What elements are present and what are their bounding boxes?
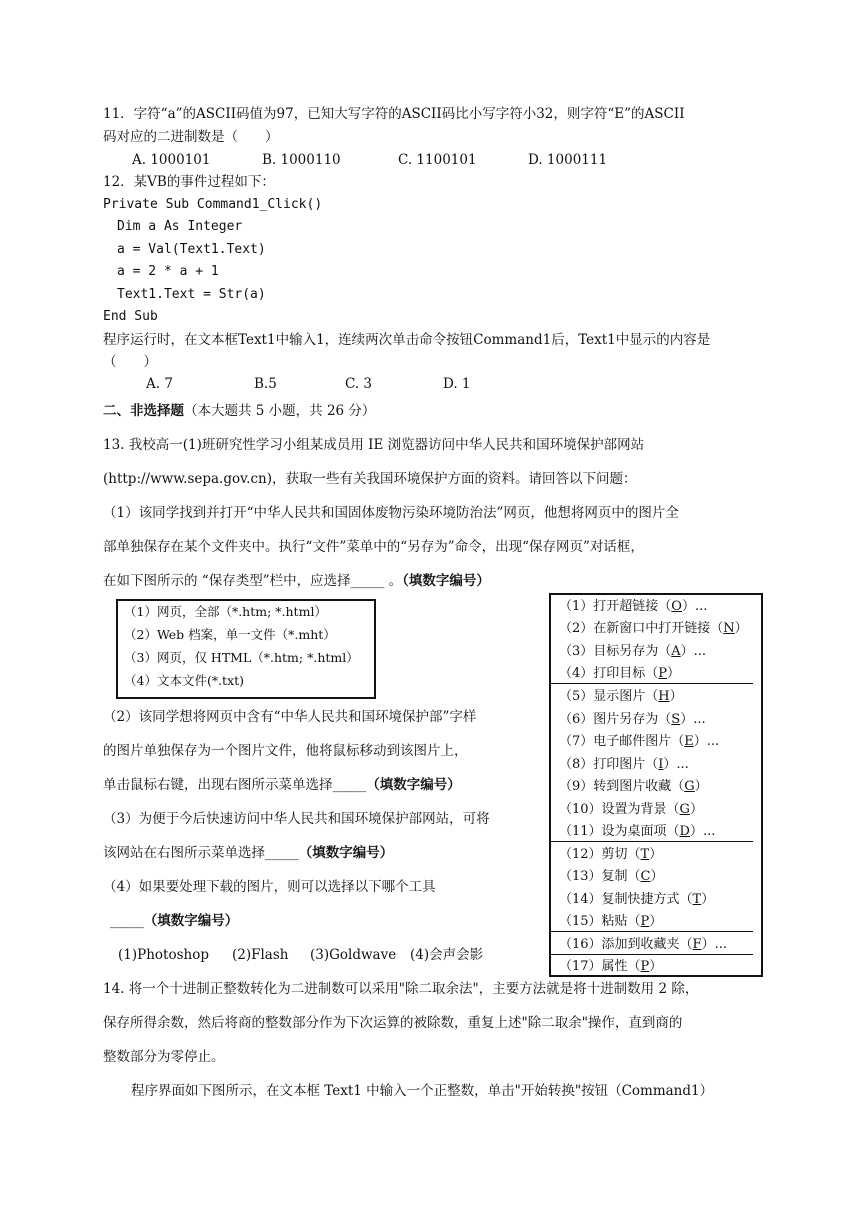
q13-part3-line1: （3）为便于今后快速访问中华人民共和国环境保护部网站，可将 xyxy=(103,811,490,827)
menu-item-label: ） xyxy=(649,847,663,862)
menu-item xyxy=(559,642,706,662)
tool-option-huishengyingying: (4)会声会影 xyxy=(410,947,484,963)
menu-item xyxy=(559,755,689,775)
context-menu xyxy=(549,593,763,977)
menu-item-shortcut: P xyxy=(640,959,650,974)
menu-item-label: ） xyxy=(650,869,664,884)
menu-item-label: （8）打印图片（ xyxy=(559,757,659,772)
menu-item xyxy=(559,912,662,932)
q13-part2-line1: （2）该同学想将网页中含有“中华人民共和国环境保护部”字样 xyxy=(103,709,477,725)
q12-option-a: A. 7 xyxy=(146,376,173,392)
q13-part2-line2: 的图片单独保存为一个图片文件，他将鼠标移动到该图片上， xyxy=(103,743,468,759)
menu-item-label: ） xyxy=(701,892,715,907)
menu-item-label: ） xyxy=(689,802,703,817)
q14-line1: 14. 将一个十进制正整数转化为二进制数可以采用"除二取余法"，主要方法就是将十进制数用 2 除， xyxy=(103,981,699,997)
q14-line2: 保存所得余数，然后将商的整数部分作为下次运算的被除数，重复上述"除二取余"操作，直到商的 xyxy=(103,1015,683,1031)
menu-item-shortcut: N xyxy=(723,621,735,636)
menu-item xyxy=(559,732,719,752)
menu-item-label: （9）转到图片收藏（ xyxy=(559,779,685,794)
menu-item-shortcut: P xyxy=(658,666,668,681)
q13-part1-hint: （填数字编号） xyxy=(402,573,490,589)
menu-item-label: ） xyxy=(667,666,681,681)
q14-line3: 整数部分为零停止。 xyxy=(103,1049,225,1065)
menu-item-label: ） xyxy=(734,621,748,636)
menu-item xyxy=(559,777,708,797)
menu-item-label: （10）设置为背景（ xyxy=(559,802,680,817)
q13-part3-hint: （填数字编号） xyxy=(298,845,394,861)
q13-part1-prompt: 在如下图所示的 “保存类型”栏中，应选择_____ 。 xyxy=(103,573,403,589)
menu-item-label: ）... xyxy=(681,599,708,614)
menu-item-shortcut: A xyxy=(671,644,681,659)
save-type-item: （1）网页，全部（*.htm; *.html） xyxy=(124,604,327,619)
menu-item-label: （2）在新窗口中打开链接（ xyxy=(559,621,724,636)
q13-intro-line1: 13. 我校高一(1)班研究性学习小组某成员用 IE 浏览器访问中华人民共和国环境保护部网站 xyxy=(103,437,645,453)
q13-part4-line2 xyxy=(110,911,238,931)
menu-item-label: ）... xyxy=(693,734,720,749)
menu-item xyxy=(559,664,680,684)
menu-item-shortcut: D xyxy=(679,824,690,839)
menu-item-label: ） xyxy=(669,689,683,704)
save-type-list xyxy=(116,599,376,699)
q12-option-d: D. 1 xyxy=(443,376,471,392)
menu-item-label: ）... xyxy=(663,757,689,772)
menu-item-shortcut: F xyxy=(692,937,702,952)
menu-item xyxy=(559,822,715,842)
menu-item-label: （16）添加到收藏夹（ xyxy=(559,937,693,952)
menu-item-label: （12）剪切（ xyxy=(559,847,641,862)
q11-line2: 码对应的二进制数是（ ） xyxy=(103,129,279,145)
menu-item-shortcut: S xyxy=(671,712,681,727)
menu-item-label: ）... xyxy=(689,824,716,839)
save-type-item: （4）文本文件(*.txt) xyxy=(124,673,245,688)
save-type-item: （3）网页，仅 HTML（*.htm; *.html） xyxy=(124,650,359,665)
tool-option-photoshop: (1)Photoshop xyxy=(118,947,209,963)
menu-item-label: （6）图片另存为（ xyxy=(559,712,672,727)
q12-code-line: Dim a As Integer xyxy=(117,219,243,234)
q13-part3-prompt: 该网站在右图所示菜单选择_____ xyxy=(103,845,299,861)
menu-item-shortcut: I xyxy=(658,757,664,772)
menu-item-label: ） xyxy=(649,914,663,929)
q11-line1: 11．字符“a”的ASCII码值为97，已知大写字符的ASCII码比小写字符小32，则字符“E”的ASCII xyxy=(103,106,685,122)
q12-question-line2: （ ） xyxy=(103,354,157,370)
q12-question-line1: 程序运行时，在文本框Text1中输入1，连续两次单击命令按钮Command1后，Text1中显示的内容是 xyxy=(103,332,711,348)
q13-part2-prompt: 单击鼠标右键，出现右图所示菜单选择_____ xyxy=(103,777,367,793)
menu-item-label: （15）粘贴（ xyxy=(559,914,641,929)
menu-item-shortcut: H xyxy=(658,689,670,704)
menu-item-label: （5）显示图片（ xyxy=(559,689,659,704)
q13-part1-line2: 部单独保存在某个文件夹中。执行“文件”菜单中的“另存为”命令，出现“保存网页”对话框， xyxy=(103,539,644,555)
menu-item xyxy=(559,890,714,910)
menu-item-label: ）... xyxy=(680,644,707,659)
tool-option-goldwave: (3)Goldwave xyxy=(310,947,397,963)
menu-item-shortcut: E xyxy=(684,734,694,749)
menu-item xyxy=(559,619,748,639)
menu-item-shortcut: G xyxy=(684,779,695,794)
q12-code-line: End Sub xyxy=(103,309,158,324)
q13-part1-line3 xyxy=(103,571,490,591)
menu-item-label: （7）电子邮件图片（ xyxy=(559,734,685,749)
q12-code-line: a = 2 * a + 1 xyxy=(117,264,219,279)
q13-part4-hint: （填数字编号） xyxy=(143,913,239,929)
menu-item-label: （11）设为桌面项（ xyxy=(559,824,680,839)
q12-code-line: a = Val(Text1.Text) xyxy=(117,242,266,257)
q12-option-b: B.5 xyxy=(254,376,277,392)
menu-item xyxy=(559,800,703,820)
q12-code-line: Text1.Text = Str(a) xyxy=(117,287,266,302)
q11-option-c: C. 1100101 xyxy=(398,152,477,168)
q12-option-c: C. 3 xyxy=(345,376,373,392)
menu-item-label: ）... xyxy=(680,712,706,727)
menu-item xyxy=(559,687,683,707)
menu-item xyxy=(559,845,662,865)
q13-part2-hint: （填数字编号） xyxy=(366,777,461,793)
q12-code-line: Private Sub Command1_Click() xyxy=(103,197,323,212)
menu-item-label: ） xyxy=(694,779,708,794)
q13-part1-line1: （1）该同学找到并打开“中华人民共和国固体废物污染环境防治法”网页，他想将网页中的图片全 xyxy=(103,505,679,521)
tool-option-flash: (2)Flash xyxy=(232,947,289,963)
section-2-title: 二、非选择题 xyxy=(103,403,184,419)
q13-part4-blank: _____ xyxy=(110,913,144,929)
menu-item-label: （14）复制快捷方式（ xyxy=(559,892,693,907)
section-2-note: （本大题共 5 小题，共 26 分） xyxy=(184,403,376,419)
menu-item xyxy=(559,597,707,617)
menu-item-label: （1）打开超链接（ xyxy=(559,599,672,614)
q13-part3-line2 xyxy=(103,843,393,863)
q11-option-b: B. 1000110 xyxy=(262,152,341,168)
menu-item-shortcut: T xyxy=(640,847,650,862)
menu-item-label: ） xyxy=(649,959,663,974)
menu-item xyxy=(559,710,706,730)
menu-item-label: （4）打印目标（ xyxy=(559,666,659,681)
section-2-header xyxy=(103,401,375,421)
menu-item-label: ）... xyxy=(701,937,727,952)
q13-part4-line1: （4）如果要处理下载的图片，则可以选择以下哪个工具 xyxy=(103,879,436,895)
q13-part2-line3 xyxy=(103,775,461,795)
menu-item-label: （17）属性（ xyxy=(559,959,641,974)
q14-line4: 程序界面如下图所示，在文本框 Text1 中输入一个正整数，单击"开始转换"按钮（Command1） xyxy=(131,1083,714,1099)
menu-item xyxy=(559,935,727,955)
menu-item-shortcut: O xyxy=(671,599,682,614)
menu-item-shortcut: P xyxy=(640,914,650,929)
menu-item-label: （3）目标另存为（ xyxy=(559,644,672,659)
q11-option-d: D. 1000111 xyxy=(528,152,608,168)
menu-item-label: （13）复制（ xyxy=(559,869,641,884)
save-type-item: （2）Web 档案，单一文件（*.mht） xyxy=(124,627,336,642)
menu-item xyxy=(559,867,664,887)
q13-intro-line2: (http://www.sepa.gov.cn)，获取一些有关我国环境保护方面的资料。请回答以下问题： xyxy=(103,471,637,487)
menu-item xyxy=(559,957,662,977)
q12-title: 12．某VB的事件过程如下： xyxy=(103,174,275,190)
q11-option-a: A. 1000101 xyxy=(132,152,211,168)
menu-item-shortcut: G xyxy=(679,802,690,817)
menu-item-shortcut: C xyxy=(640,869,651,884)
menu-item-shortcut: T xyxy=(692,892,702,907)
